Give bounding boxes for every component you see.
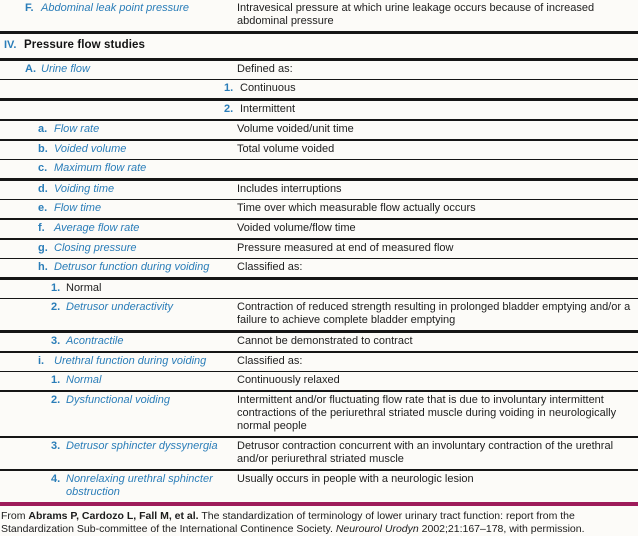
definition-text: Continuous [240,82,296,94]
item-label: 2. [51,301,61,313]
item-label: c. [38,162,48,174]
item-label: 4. [51,473,61,485]
definition-cell [237,355,638,368]
item-label: 3. [51,335,61,347]
definition-cell [237,440,638,466]
table-row [0,220,638,240]
term-cell [0,222,237,235]
definition-text: Includes interruptions [237,183,342,195]
item-label: e. [38,202,48,214]
term-text: Acontractile [66,335,124,347]
definition-text: Intermittent and/or fluctuating flow rate that is due to involuntary intermittent contractions of the periurethral striated muscle during voiding in neurologically normal people [237,394,617,432]
definition-cell [237,123,638,136]
item-label: F. [25,2,34,14]
definition-text: Total volume voided [237,143,335,155]
definition-cell [237,63,638,76]
term-text: Normal [66,282,102,294]
term-cell [0,202,237,215]
term-text: Abdominal leak point pressure [41,2,189,14]
definition-text: Voided volume/flow time [237,222,356,234]
definition-cell [237,335,638,348]
term-cell [0,473,237,499]
table-row [0,160,638,181]
table-row [0,61,638,80]
table-row [0,438,638,471]
definition-text: Detrusor contraction concurrent with an involuntary contraction of the urethral and/or periurethral striated muscle [237,440,614,465]
table-row [0,392,638,438]
section-header-row [0,34,638,61]
term-text: Urethral function during voiding [54,355,207,367]
item-label: 2. [224,103,234,115]
definition-text: Cannot be demonstrated to contract [237,335,413,347]
citation-authors: Abrams P, Cardozo L, Fall M, et al. [28,510,199,522]
table-row [0,372,638,392]
item-label: 1. [51,374,61,386]
definition-text: Usually occurs in people with a neurologic lesion [237,473,474,485]
item-label: d. [38,183,48,195]
term-cell [0,63,237,76]
definition-cell [224,103,638,116]
table-row [0,299,638,333]
item-label: a. [38,123,48,135]
definition-text: Intermittent [240,103,296,115]
term-text: Average flow rate [54,222,140,234]
definition-cell [237,2,638,28]
item-label: 1. [224,82,234,94]
item-label: h. [38,261,48,273]
table-row [0,333,638,353]
term-cell [0,183,237,196]
term-text: Voided volume [54,143,127,155]
term-cell [0,440,237,453]
definition-cell [237,183,638,196]
definition-text: Pressure measured at end of measured flow [237,242,454,254]
table-row [0,471,638,502]
table-row [0,121,638,141]
table-row [0,200,638,220]
term-text: Closing pressure [54,242,137,254]
citation-journal: Neurourol Urodyn [335,523,419,535]
term-text: Detrusor underactivity [66,301,173,313]
table-row [0,0,638,34]
term-text: Maximum flow rate [54,162,147,174]
section-title: Pressure flow studies [24,39,145,51]
item-label: i. [38,355,45,367]
term-cell [0,394,237,407]
item-label: A. [25,63,36,75]
citation-title: The standardization of terminology of lower urinary tract function: report from the Standardization Sub-committee of the International Continence Society. [1,510,575,535]
table-row [0,101,638,121]
item-label: 3. [51,440,61,452]
term-cell [0,242,237,255]
definition-text: Time over which measurable flow actually occurs [237,202,476,214]
definition-text: Classified as: [237,261,303,273]
term-text: Detrusor function during voiding [54,261,210,273]
term-text: Dysfunctional voiding [66,394,170,406]
definition-cell [237,374,638,387]
definition-text: Intravesical pressure at which urine leakage occurs because of increased abdominal pressure [237,2,595,27]
term-cell [0,301,237,314]
definition-cell [237,242,638,255]
table-row [0,259,638,280]
definition-text: Continuously relaxed [237,374,340,386]
term-cell [0,282,237,295]
definition-cell [237,394,638,433]
term-cell [0,335,237,348]
term-text: Detrusor sphincter dyssynergia [66,440,218,452]
footer-citation [0,506,638,536]
item-label: b. [38,143,48,155]
definition-cell [237,473,638,486]
section-label: IV. [4,39,17,51]
item-label: 2. [51,394,61,406]
item-label: f. [38,222,45,234]
item-label: g. [38,242,48,254]
table-row [0,280,638,299]
term-text: Flow time [54,202,102,214]
term-cell [0,162,237,175]
table-row [0,353,638,372]
term-text: Urine flow [41,63,90,75]
table-row [0,240,638,259]
definition-cell [237,143,638,156]
term-text: Normal [66,374,102,386]
citation-prefix: From [1,510,29,522]
definition-cell [237,222,638,235]
definition-cell [224,82,638,95]
definition-cell [237,261,638,274]
definition-cell [237,301,638,327]
term-text: Voiding time [54,183,115,195]
term-cell [0,123,237,136]
table-row [0,141,638,160]
term-cell [0,374,237,387]
definition-text: Defined as: [237,63,293,75]
citation-tail: 2002;21:167–178, with permission. [418,523,585,535]
definition-text: Classified as: [237,355,303,367]
definition-cell [237,202,638,215]
definition-text: Contraction of reduced strength resulting in prolonged bladder emptying and/or a failure to achieve complete bladder emptying [237,301,631,326]
item-label: 1. [51,282,61,294]
term-cell [0,2,237,15]
term-text: Nonrelaxing urethral sphincter obstruction [66,473,213,498]
definition-text: Volume voided/unit time [237,123,354,135]
term-text: Flow rate [54,123,100,135]
table-row [0,80,638,101]
term-cell [0,143,237,156]
term-cell [0,355,237,368]
table-row [0,181,638,200]
term-cell [0,261,237,274]
